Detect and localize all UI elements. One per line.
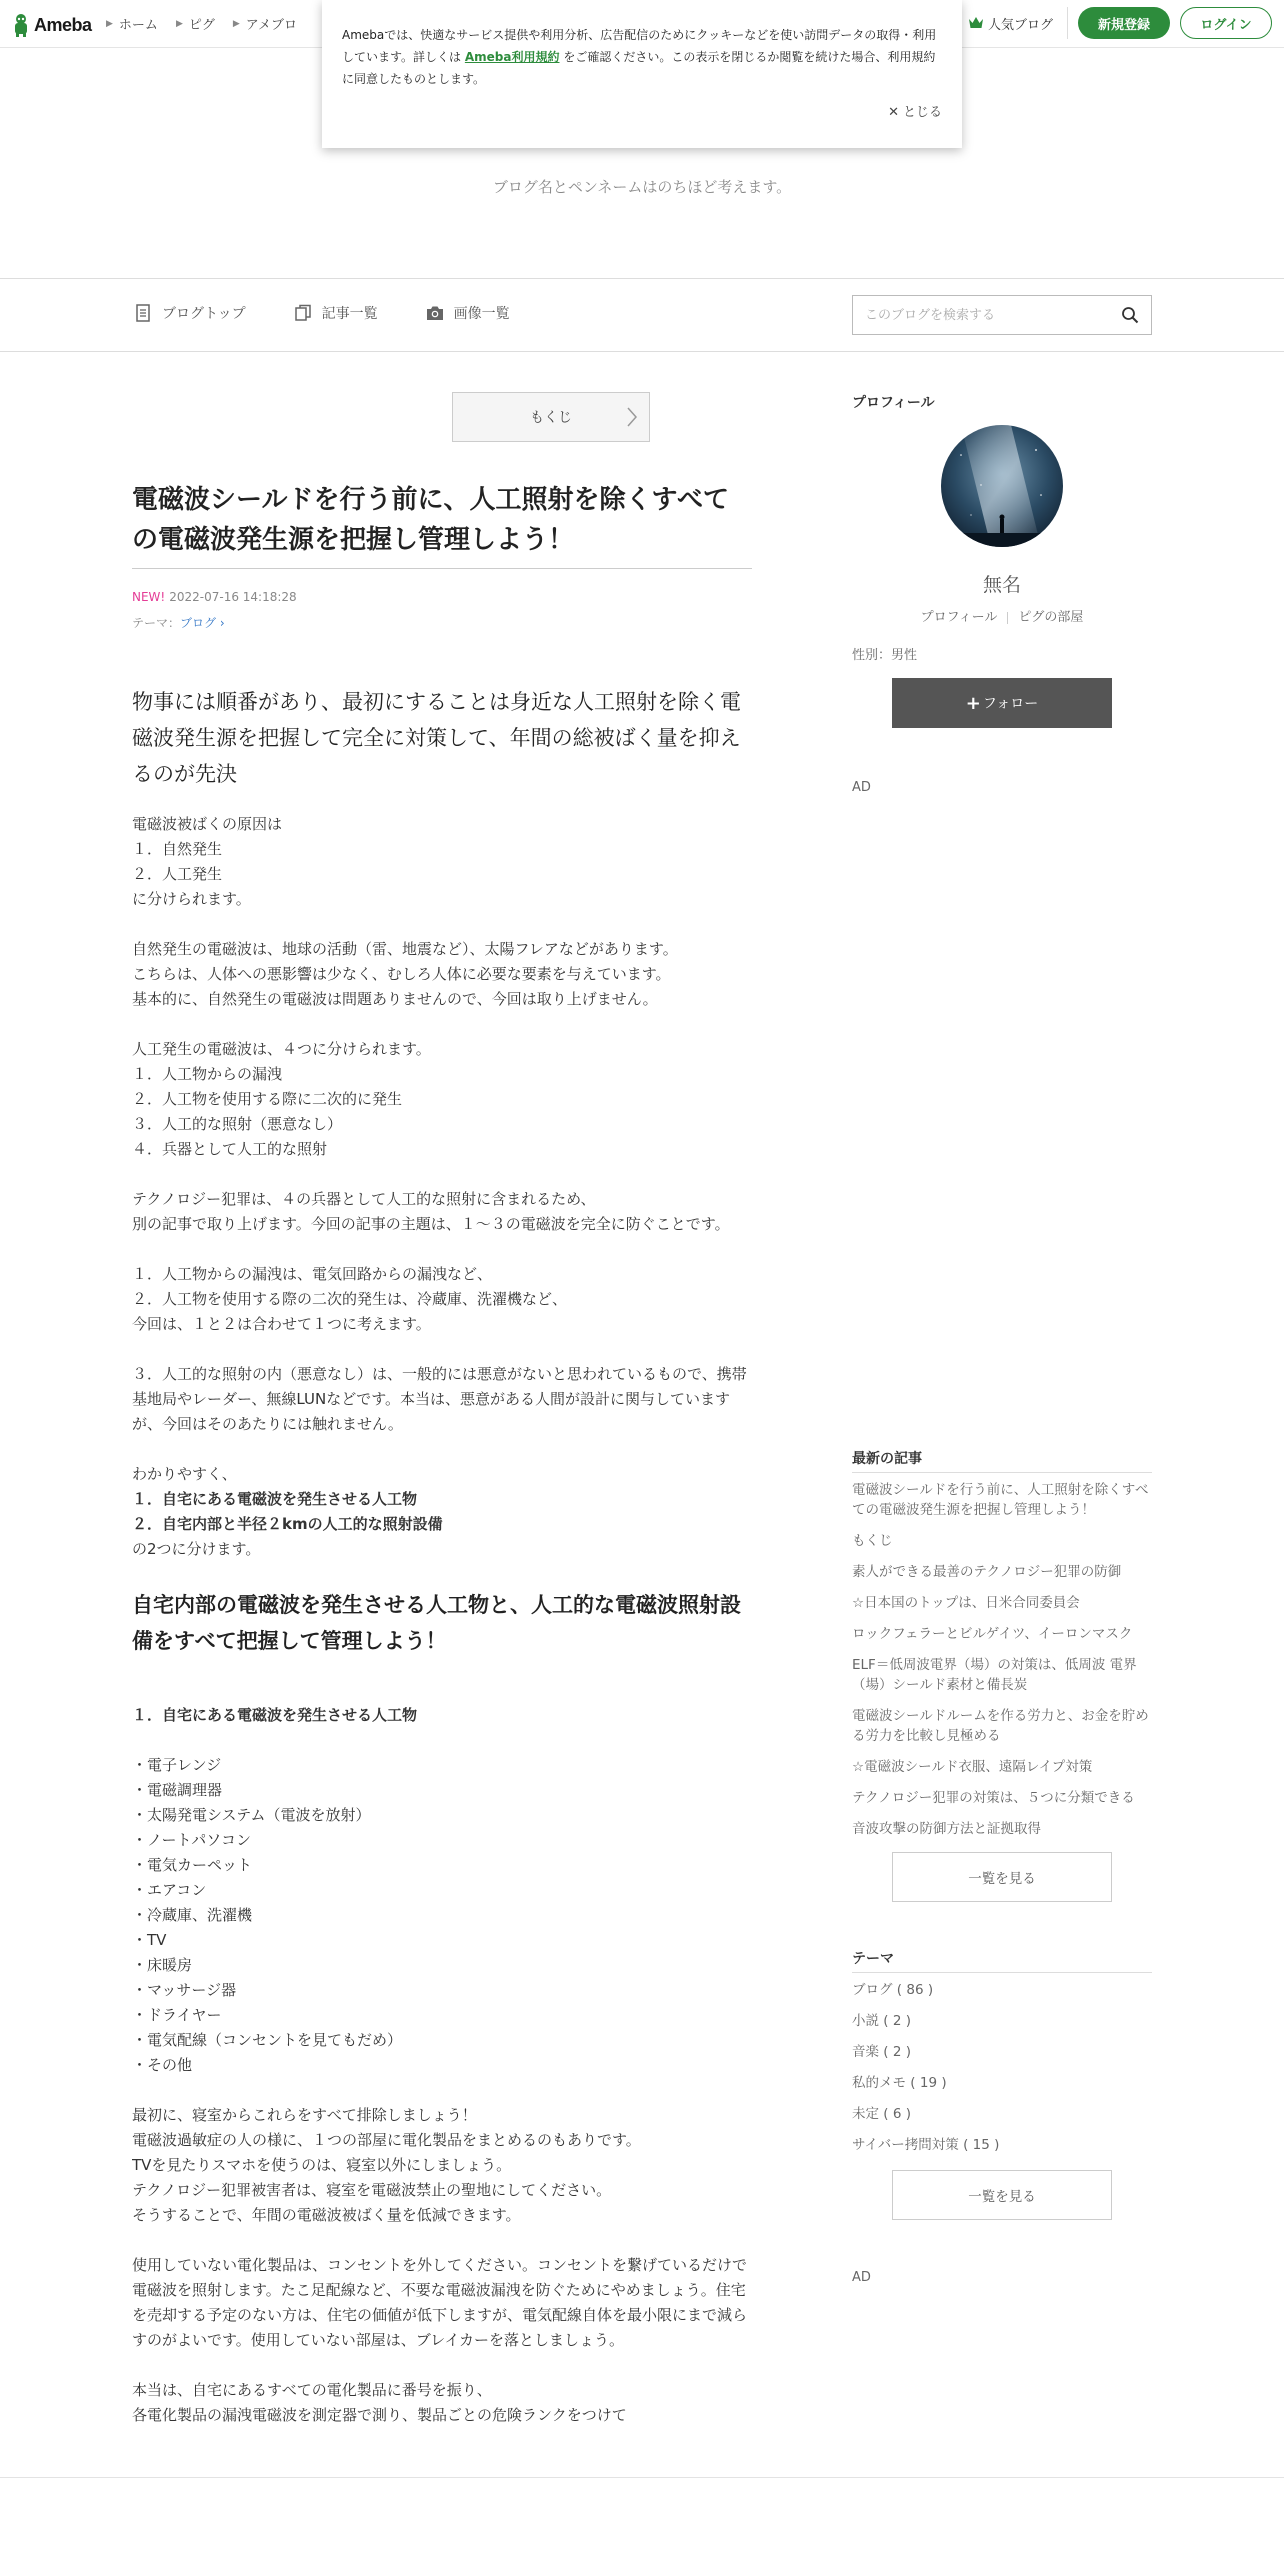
paragraph-line: そうすることで、年間の電磁波被ばく量を低減できます。 (132, 2206, 521, 2224)
nav-pigg[interactable] (176, 14, 215, 33)
paragraph-line: ・電磁調理器 (132, 1781, 223, 1799)
recent-entry-link[interactable]: 音波攻撃の防御方法と証拠取得 (852, 1821, 1041, 1837)
paragraph-line: 今回は、１と２は合わせて１つに考えます。 (132, 1315, 431, 1333)
profile-gender: 性別：男性 (852, 648, 918, 663)
terms-link[interactable]: Ameba利用規約 (464, 50, 560, 64)
paragraph-line: ・電気配線（コンセントを見てもだめ） (132, 2031, 403, 2049)
new-badge: NEW! (132, 590, 166, 604)
paragraph-line: ２．人工発生 (132, 865, 223, 883)
copy-icon (294, 304, 312, 322)
ad-label: AD (852, 2270, 871, 2285)
document-icon (134, 304, 152, 322)
nav-label: ホーム (118, 18, 158, 33)
paragraph-line: ３．人工的な照射（悪意なし） (132, 1115, 343, 1133)
paragraph-line: ・TV (132, 1931, 167, 1949)
paragraph-line: 自然発生の電磁波は、地球の活動（雷、地震など）、太陽フレアなどがあります。 (132, 940, 678, 958)
article-paragraph (132, 937, 752, 1012)
toc-label: もくじ (530, 410, 572, 426)
paragraph-line: １．自然発生 (132, 840, 223, 858)
recent-entry-link[interactable]: 電磁波シールドルームを作る労力と、お金を貯める労力を比較し見極める (852, 1708, 1149, 1744)
paragraph-line: ・マッサージ器 (132, 1981, 237, 1999)
paragraph-line: ２．自宅内部と半径２kmの人工的な照射設備 (132, 1515, 443, 1533)
paragraph-line: に分けられます。 (132, 890, 251, 908)
paragraph-line: ・電気カーペット (132, 1856, 253, 1874)
paragraph-line: 各電化製品の漏洩電磁波を測定器で測り、製品ごとの危険ランクをつけて (132, 2406, 627, 2424)
nav-label: アメブロ (245, 18, 298, 33)
paragraph-line: 最初に、寝室からこれらをすべて排除しましょう！ (132, 2106, 477, 2124)
header-actions (968, 7, 1272, 39)
paragraph-line: の2つに分けます。 (132, 1540, 261, 1558)
paragraph-line: わかりやすく、 (132, 1465, 237, 1483)
camera-icon (426, 304, 444, 322)
recent-entry-link[interactable]: 素人ができる最善のテクノロジー犯罪の防御 (852, 1564, 1122, 1580)
chevron-right-icon (625, 405, 639, 429)
pigg-room-link[interactable]: ピグの部屋 (1018, 610, 1084, 625)
image-list-link[interactable] (426, 303, 510, 323)
blog-nav-label: 画像一覧 (453, 306, 510, 322)
cookie-consent-popup (322, 0, 962, 148)
article-lead: 物事には順番があり、最初にすることは身近な人工照射を除く電磁波発生源を把握して完全に対策して、年間の総被ばく量を抑えるのが先決 (132, 690, 741, 786)
article-blocks (132, 812, 752, 2428)
paragraph-line: ・電子レンジ (132, 1756, 222, 1774)
cookie-text (342, 24, 942, 90)
entry-list-link[interactable] (294, 303, 378, 323)
article-date-text: 2022-07-16 14:18:28 (169, 590, 297, 604)
recent-entry-link[interactable]: ☆日本国のトップは、日米合同委員会 (852, 1595, 1080, 1611)
paragraph-line: ２．人工物を使用する際の二次的発生は、冷蔵庫、洗濯機など、 (132, 1290, 568, 1308)
paragraph-line: １．自宅にある電磁波を発生させる人工物 (132, 1490, 418, 1508)
article-paragraph (132, 1753, 752, 2078)
paragraph-line: ・エアコン (132, 1881, 207, 1899)
theme-list (852, 1980, 1152, 2166)
paragraph-line: ・ドライヤー (132, 2006, 222, 2024)
article-body (132, 684, 752, 2480)
ameba-logo[interactable] (12, 12, 92, 38)
divider (852, 1472, 1152, 1473)
nav-ameblo[interactable] (233, 14, 297, 33)
article-theme (132, 614, 225, 631)
article-subheading: 自宅内部の電磁波を発生させる人工物と、人工的な電磁波照射設備をすべて把握して管理しよう！ (132, 1593, 741, 1653)
article-paragraph (132, 1462, 752, 1562)
paragraph-line: こちらは、人体への悪影響は少なく、むしろ人体に必要な要素を与えています。 (132, 965, 671, 983)
theme-link[interactable]: 音楽 ( 2 ) (852, 2044, 911, 2060)
theme-link[interactable]: 未定 ( 6 ) (852, 2106, 911, 2122)
footer-divider (0, 2477, 1284, 2478)
paragraph-line: ・その他 (132, 2056, 193, 2074)
chevron-right-icon: ▶ (175, 18, 183, 29)
theme-heading: テーマ (852, 1951, 894, 1967)
blog-nav-label: ブログトップ (162, 306, 246, 322)
theme-link-label: ブログ (180, 616, 217, 630)
crown-icon (968, 15, 984, 31)
recent-entry-link[interactable]: ELF＝低周波電界（場）の対策は、低周波 電界（場）シールド素材と備長炭 (852, 1657, 1137, 1693)
theme-link[interactable]: サイバー拷問対策 ( 15 ) (852, 2137, 1000, 2153)
recent-entries-list (852, 1480, 1152, 1850)
chevron-right-icon: ▶ (106, 18, 113, 29)
plus-icon: + (965, 692, 981, 714)
paragraph-line: テクノロジー犯罪被害者は、寝室を電磁波禁止の聖地にしてください。 (132, 2181, 612, 2199)
nav-label: ピグ (188, 18, 215, 33)
avatar[interactable] (941, 425, 1063, 547)
popular-blog-label: 人気ブログ (987, 17, 1053, 33)
follow-button[interactable] (892, 678, 1112, 728)
theme-prefix: テーマ： (132, 616, 181, 630)
article-paragraph (132, 1037, 752, 1162)
recent-entry-link[interactable]: ☆電磁波シールド衣服、遠隔レイプ対策 (852, 1759, 1093, 1775)
global-nav (106, 14, 297, 33)
theme-link[interactable]: 小説 ( 2 ) (852, 2013, 911, 2029)
follow-label: フォロー (982, 696, 1039, 712)
cookie-text-after: をご確認ください。この表示を閉じるか閲覧を続けた場合、利用規約に同意したものとします。 (342, 50, 936, 86)
paragraph-line: 基本的に、自然発生の電磁波は問題ありませんので、今回は取り上げません。 (132, 990, 658, 1008)
recent-entry-link[interactable]: ロックフェラーとビルゲイツ、イーロンマスク (852, 1626, 1133, 1642)
theme-link[interactable]: ブログ ( 86 ) (852, 1982, 934, 1998)
ameba-logo-icon (12, 13, 30, 37)
article-paragraph (132, 1262, 752, 1337)
cookie-close-button[interactable] (888, 102, 942, 124)
profile-links (852, 606, 1152, 625)
search-icon[interactable] (1121, 306, 1139, 324)
ad-label: AD (852, 780, 871, 795)
recent-entries-heading: 最新の記事 (852, 1451, 922, 1467)
blog-nav (0, 278, 1284, 352)
theme-link[interactable]: ブログ › (180, 616, 225, 630)
signup-button[interactable]: 新規登録 (1078, 7, 1170, 39)
article-paragraph (132, 812, 752, 912)
paragraph-line: ４．兵器として人工的な照射 (132, 1140, 328, 1158)
paragraph-line: 人工発生の電磁波は、４つに分けられます。 (132, 1040, 431, 1058)
cookie-text-before: Amebaでは、快適なサービス提供や利用分析、広告配信のためにクッキーなどを使い訪問データの取得・利用しています。詳しくは (342, 28, 937, 64)
nav-home[interactable] (106, 14, 158, 33)
milky-way-avatar-image (941, 425, 1063, 547)
paragraph-line: ・床暖房 (132, 1956, 193, 1974)
article-paragraph (132, 2103, 752, 2228)
paragraph-line: ・冷蔵庫、洗濯機 (132, 1906, 253, 1924)
article-paragraph (132, 2253, 752, 2353)
recent-entry-link[interactable]: 電磁波シールドを行う前に、人工照射を除くすべての電磁波発生源を把握し管理しよう！ (852, 1482, 1149, 1518)
paragraph-line: ・ノートパソコン (132, 1831, 251, 1849)
cookie-close-label: とじる (902, 105, 942, 120)
article-paragraph (132, 2378, 752, 2428)
recent-more-button[interactable]: 一覧を見る (892, 1852, 1112, 1902)
theme-more-button[interactable]: 一覧を見る (892, 2170, 1112, 2220)
profile-link[interactable]: プロフィール (920, 610, 998, 625)
article-bold-heading: １．自宅にある電磁波を発生させる人工物 (132, 1706, 418, 1724)
recent-entry-link[interactable]: もくじ (852, 1533, 893, 1549)
article-paragraph (132, 1187, 752, 1237)
chevron-right-icon: ▶ (232, 18, 240, 29)
blog-description: ブログ名とペンネームはのちほど考えます。 (492, 178, 792, 196)
blog-top-link[interactable] (134, 303, 246, 323)
blog-search (852, 295, 1152, 335)
paragraph-line: 電磁波過敏症の人の様に、１つの部屋に電化製品をまとめるのもありです。 (132, 2131, 641, 2149)
paragraph-line: １．人工物からの漏洩 (132, 1065, 283, 1083)
blog-nav-label: 記事一覧 (321, 306, 378, 322)
divider (852, 1972, 1152, 1973)
paragraph-line: １．人工物からの漏洩は、電気回路からの漏洩など、 (132, 1265, 493, 1283)
paragraph-line: 使用していない電化製品は、コンセントを外してください。コンセントを繋げているだけで電磁波を照射します。たこ足配線など、不要な電磁波漏洩を防ぐためにやめましょう。住宅を売却する予定のない方は、住宅の価値が低下しますが、電気配線自体を最小限にまで減らすのがよいです。使用していない部屋は、ブレイカーを落としましょう。 (132, 2256, 748, 2349)
profile-name[interactable]: 無名 (982, 574, 1021, 596)
paragraph-line: ３．人工的な照射の内（悪意なし）は、一般的には悪意がないと思われているもので、携帯基地局やレーダー、無線LUNなどです。本当は、悪意がある人間が設計に関与していますが、今回はそのあたりには触れません。 (132, 1365, 747, 1433)
paragraph-line: TVを見たりスマホを使うのは、寝室以外にしましょう。 (132, 2156, 512, 2174)
article-paragraph (132, 1362, 752, 1437)
paragraph-line: ２．人工物を使用する際に二次的に発生 (132, 1090, 403, 1108)
paragraph-line: ・太陽発電システム（電波を放射） (132, 1806, 371, 1824)
theme-link[interactable]: 私的メモ ( 19 ) (852, 2075, 947, 2091)
paragraph-line: 本当は、自宅にあるすべての電化製品に番号を振り、 (132, 2381, 492, 2399)
profile-heading: プロフィール (852, 395, 935, 411)
paragraph-line: テクノロジー犯罪は、４の兵器として人工的な照射に含まれるため、 (132, 1190, 596, 1208)
article-title[interactable]: 電磁波シールドを行う前に、人工照射を除くすべての電磁波発生源を把握し管理しよう！ (132, 485, 729, 555)
divider (1007, 612, 1008, 624)
recent-entry-link[interactable]: テクノロジー犯罪の対策は、５つに分類できる (852, 1790, 1135, 1806)
article-date (132, 590, 297, 604)
login-button[interactable]: ログイン (1180, 7, 1272, 39)
close-icon: ✕ (888, 105, 899, 120)
title-divider (132, 568, 752, 569)
paragraph-line: 電磁波被ばくの原因は (132, 815, 283, 833)
blog-search-input[interactable] (853, 296, 1103, 334)
popular-blog-link[interactable] (968, 7, 1068, 39)
paragraph-line: 別の記事で取り上げます。今回の記事の主題は、１～３の電磁波を完全に防ぐことです。 (132, 1215, 730, 1233)
toc-button[interactable] (452, 392, 650, 442)
logo-text: Ameba (34, 14, 92, 35)
